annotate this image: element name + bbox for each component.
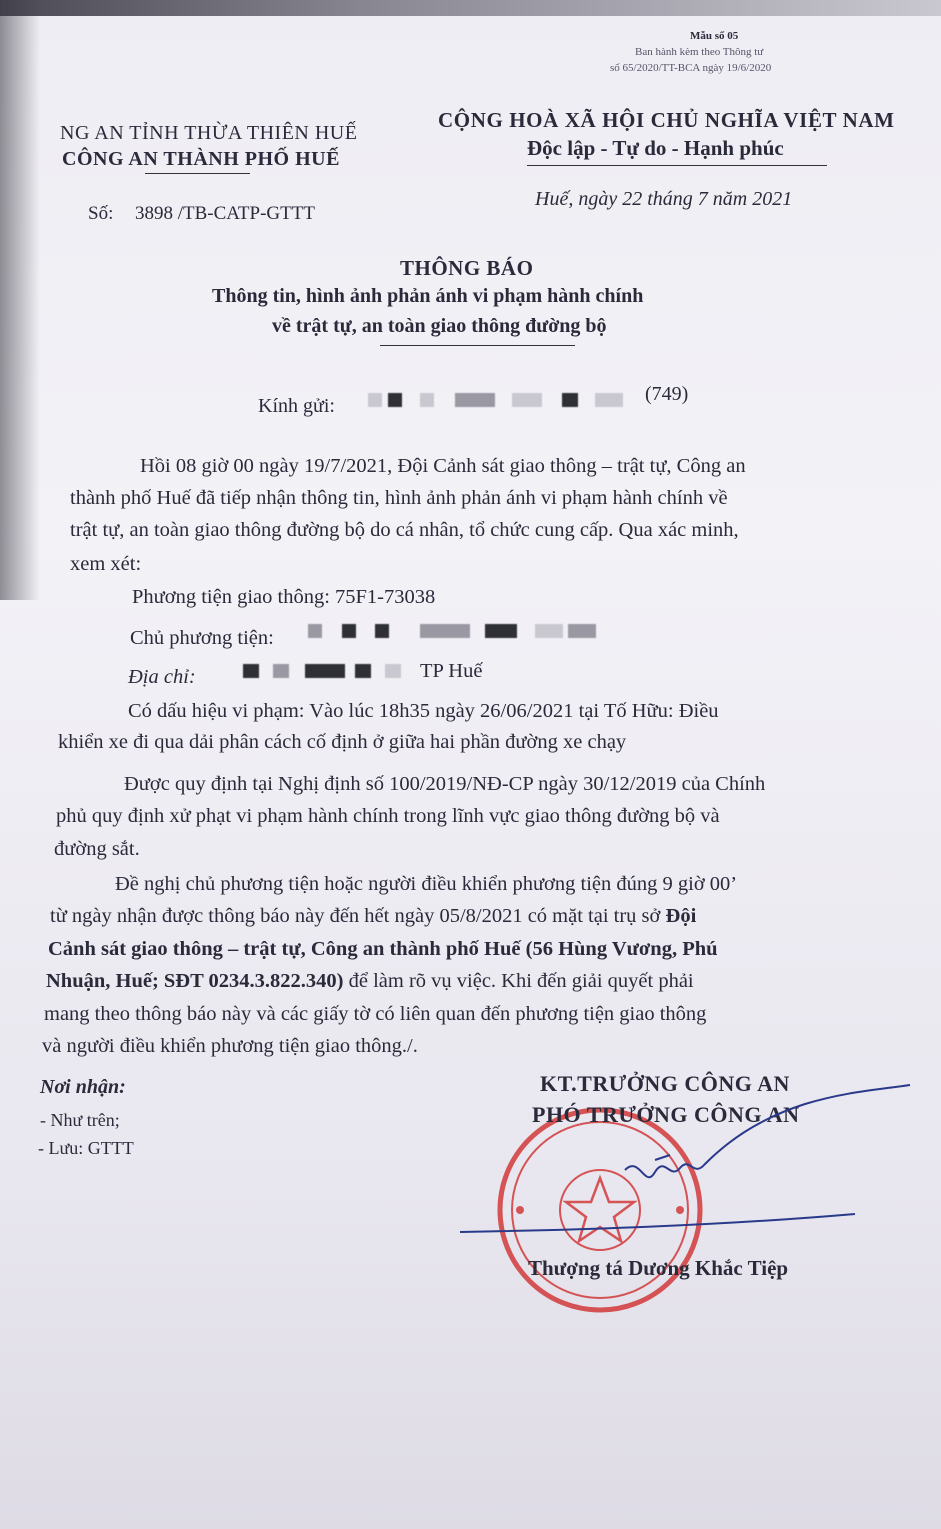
place-date: Huế, ngày 22 tháng 7 năm 2021 bbox=[535, 188, 793, 210]
national-motto: Độc lập - Tự do - Hạnh phúc bbox=[527, 136, 784, 160]
address-label: Địa chỉ: bbox=[128, 666, 196, 688]
motto-underline bbox=[527, 165, 827, 166]
address-city: TP Huế bbox=[420, 660, 483, 682]
violation-line2: khiển xe đi qua dải phân cách cố định ở giữa hai phần đường xe chạy bbox=[58, 731, 627, 753]
request-line1: Đề nghị chủ phương tiện hoặc người điều khiển phương tiện đúng 9 giờ 00’ bbox=[115, 873, 738, 895]
form-number: Mẫu số 05 bbox=[690, 30, 739, 42]
document-subtitle-line2: về trật tự, an toàn giao thông đường bộ bbox=[272, 315, 607, 337]
owner-label: Chủ phương tiện: bbox=[130, 627, 274, 649]
regulation-line2: phủ quy định xử phạt vi phạm hành chính trong lĩnh vực giao thông đường bộ và bbox=[56, 805, 720, 827]
handwritten-signature bbox=[455, 1060, 925, 1250]
recipient-label: Kính gửi: bbox=[258, 395, 335, 417]
signature-title-line2: PHÓ TRƯỞNG CÔNG AN bbox=[532, 1102, 800, 1127]
recipient-item: - Như trên; bbox=[40, 1110, 120, 1130]
agency-underline bbox=[145, 173, 250, 174]
doc-number: 3898 /TB-CATP-GTTT bbox=[135, 203, 315, 224]
request-line4: Nhuận, Huế; SĐT 0234.3.822.340) để làm rõ vụ việc. Khi đến giải quyết phải bbox=[46, 970, 694, 992]
form-reference-line1: Ban hành kèm theo Thông tư bbox=[635, 46, 764, 58]
agency-name: CÔNG AN THÀNH PHỐ HUẾ bbox=[62, 148, 340, 170]
document-subtitle-line1: Thông tin, hình ảnh phản ánh vi phạm hành chính bbox=[212, 285, 644, 307]
national-title: CỘNG HOÀ XÃ HỘI CHỦ NGHĨA VIỆT NAM bbox=[438, 108, 895, 132]
recipient-code: (749) bbox=[645, 383, 689, 405]
request-line6: và người điều khiển phương tiện giao thông./. bbox=[42, 1035, 418, 1057]
paragraph1-line1: Hồi 08 giờ 00 ngày 19/7/2021, Đội Cảnh sát giao thông – trật tự, Công an bbox=[140, 455, 746, 477]
page-edge-shadow bbox=[0, 0, 941, 16]
request-line5: mang theo thông báo này và các giấy tờ có liên quan đến phương tiện giao thông bbox=[44, 1003, 707, 1025]
recipients-title: Nơi nhận: bbox=[40, 1076, 126, 1098]
form-reference-line2: số 65/2020/TT-BCA ngày 19/6/2020 bbox=[610, 62, 772, 74]
request-line2: từ ngày nhận được thông báo này đến hết ngày 05/8/2021 có mặt tại trụ sở Đội bbox=[50, 905, 697, 927]
paragraph1-line2: thành phố Huế đã tiếp nhận thông tin, hình ảnh phản ánh vi phạm hành chính về bbox=[70, 487, 728, 509]
subtitle-underline bbox=[380, 345, 575, 346]
recipient-item: - Lưu: GTTT bbox=[38, 1138, 134, 1158]
request-line3: Cảnh sát giao thông – trật tự, Công an thành phố Huế (56 Hùng Vương, Phú bbox=[48, 938, 718, 960]
violation-line1: Có dấu hiệu vi phạm: Vào lúc 18h35 ngày 26/06/2021 tại Tố Hữu: Điều bbox=[128, 700, 719, 722]
doc-number-label: Số: bbox=[88, 203, 114, 224]
signature-title-line1: KT.TRƯỞNG CÔNG AN bbox=[540, 1071, 790, 1096]
paragraph1-line4: xem xét: bbox=[70, 553, 142, 575]
paragraph1-line3: trật tự, an toàn giao thông đường bộ do cá nhân, tổ chức cung cấp. Qua xác minh, bbox=[70, 519, 739, 541]
agency-parent: NG AN TỈNH THỪA THIÊN HUẾ bbox=[60, 122, 358, 144]
signer-name: Thượng tá Dương Khắc Tiệp bbox=[528, 1256, 789, 1280]
regulation-line1: Được quy định tại Nghị định số 100/2019/NĐ-CP ngày 30/12/2019 của Chính bbox=[124, 773, 766, 795]
regulation-line3: đường sắt. bbox=[54, 838, 140, 860]
vehicle-plate: Phương tiện giao thông: 75F1-73038 bbox=[132, 586, 436, 608]
document-title: THÔNG BÁO bbox=[400, 256, 534, 280]
page-fold-shadow bbox=[0, 0, 40, 600]
